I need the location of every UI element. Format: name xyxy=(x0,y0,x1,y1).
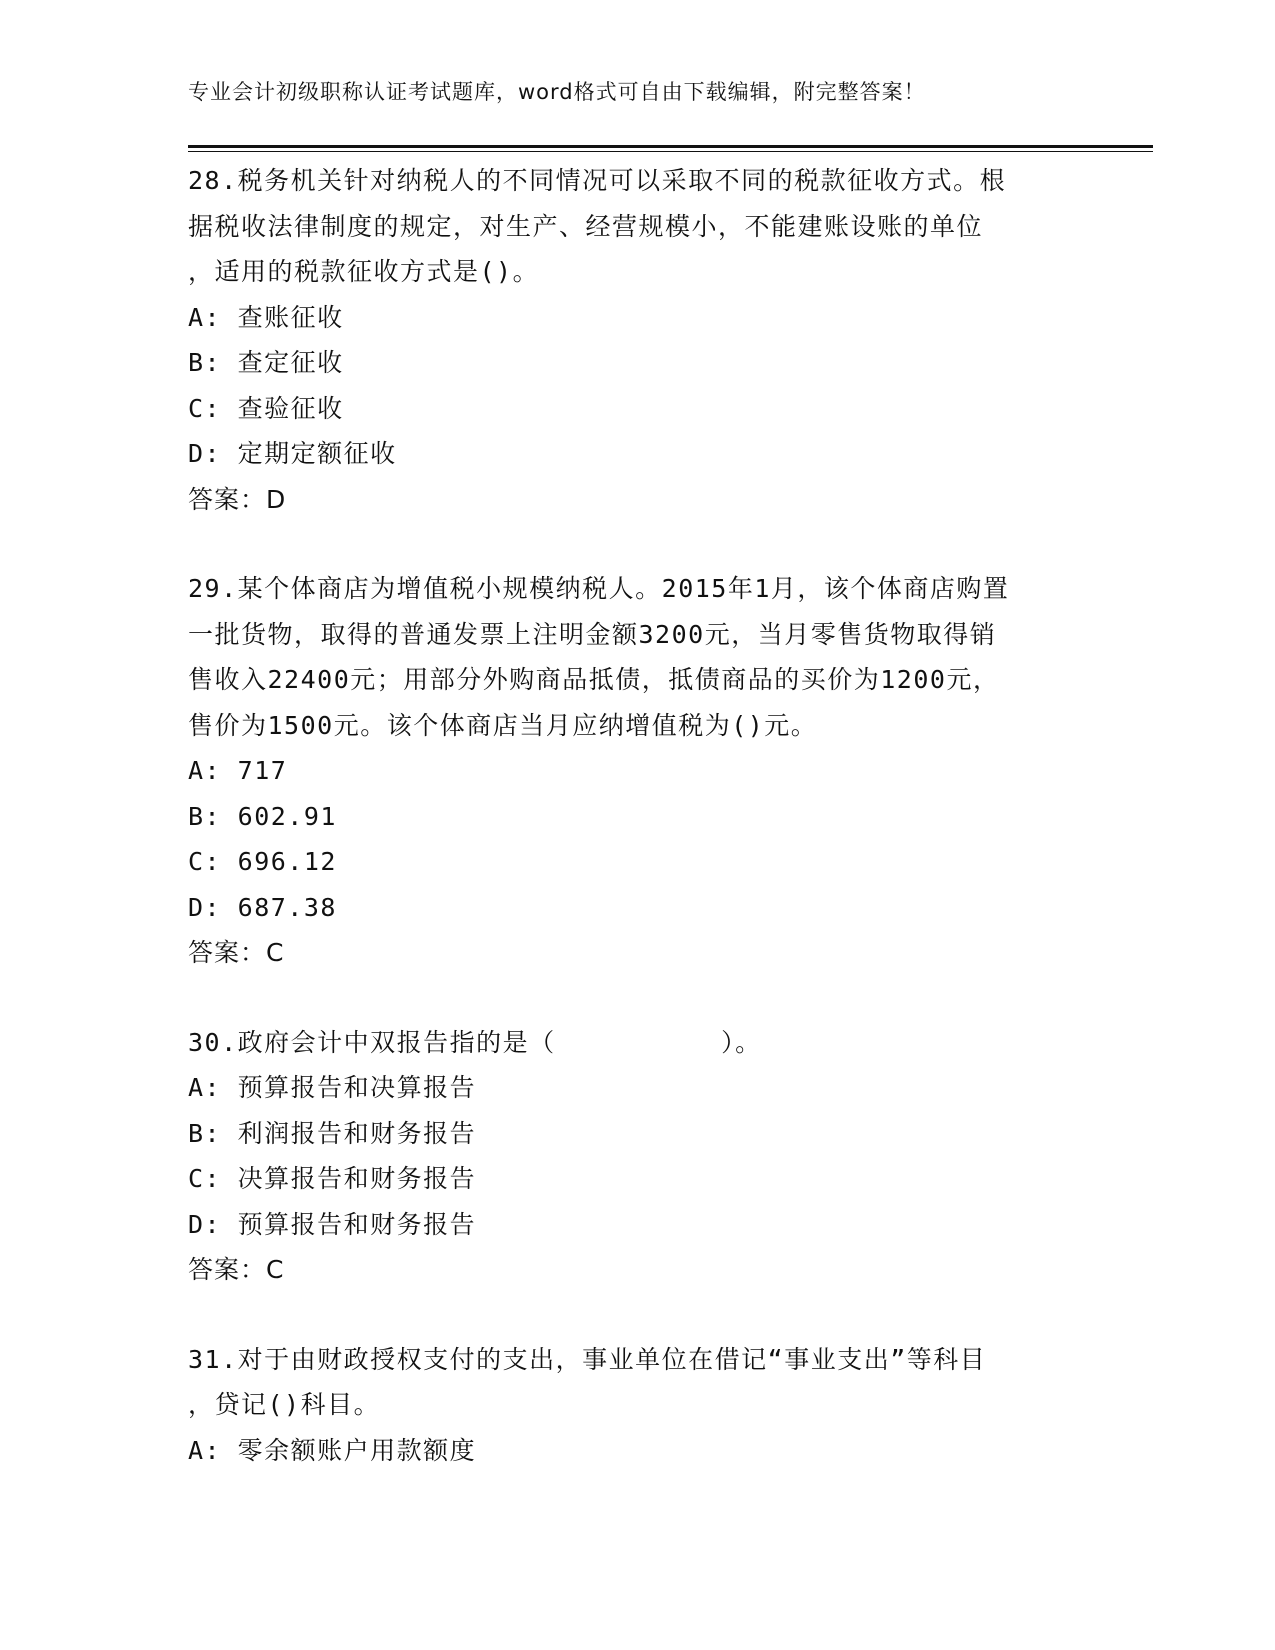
question-text-line: 31.对于由财政授权支付的支出，事业单位在借记“事业支出”等科目 xyxy=(188,1344,987,1374)
question-31 xyxy=(188,1337,1088,1474)
question-text-line: ，适用的税款征收方式是()。 xyxy=(188,257,540,286)
header-rule-thick xyxy=(188,145,1153,148)
option-a: A: 零余额账户用款额度 xyxy=(188,1435,477,1465)
option-b: B: 利润报告和财务报告 xyxy=(188,1118,477,1148)
answer: 答案：D xyxy=(188,484,287,514)
question-text-line: ，贷记()科目。 xyxy=(188,1390,381,1419)
question-text-line: 28.税务机关针对纳税人的不同情况可以采取不同的税款征收方式。根 xyxy=(188,166,1007,195)
option-a: A: 717 xyxy=(188,756,288,785)
option-c: C: 696.12 xyxy=(188,847,337,876)
option-a: A: 查账征收 xyxy=(188,302,344,332)
option-b: B: 602.91 xyxy=(188,801,337,831)
option-b: B: 查定征收 xyxy=(188,348,344,377)
question-text-line: 一批货物，取得的普通发票上注明金额3200元，当月零售货物取得销 xyxy=(188,619,997,649)
option-d: D: 定期定额征收 xyxy=(188,439,397,468)
question-30 xyxy=(188,1020,1088,1293)
option-c: C: 查验征收 xyxy=(188,393,344,423)
answer: 答案：C xyxy=(188,938,285,967)
question-text-line: 售价为1500元。该个体商店当月应纳增值税为()元。 xyxy=(188,710,818,740)
question-text-line: 据税收法律制度的规定，对生产、经营规模小，不能建账设账的单位 xyxy=(188,211,984,241)
question-text-line: 30.政府会计中双报告指的是（ ）。 xyxy=(188,1027,762,1057)
question-list xyxy=(188,158,1088,1517)
question-text-line: 售收入22400元；用部分外购商品抵债，抵债商品的买价为1200元， xyxy=(188,665,1000,694)
option-a: A: 预算报告和决算报告 xyxy=(188,1073,477,1102)
page-header: 专业会计初级职称认证考试题库，word格式可自由下载编辑，附完整答案！ xyxy=(188,80,926,104)
question-text-line: 29.某个体商店为增值税小规模纳税人。2015年1月，该个体商店购置 xyxy=(188,574,1010,603)
answer: 答案：C xyxy=(188,1255,285,1284)
option-d: D: 687.38 xyxy=(188,892,337,922)
option-c: C: 决算报告和财务报告 xyxy=(188,1164,477,1193)
header-rule-thin xyxy=(188,151,1153,152)
question-28 xyxy=(188,158,1088,522)
question-29 xyxy=(188,566,1088,976)
option-d: D: 预算报告和财务报告 xyxy=(188,1209,477,1239)
